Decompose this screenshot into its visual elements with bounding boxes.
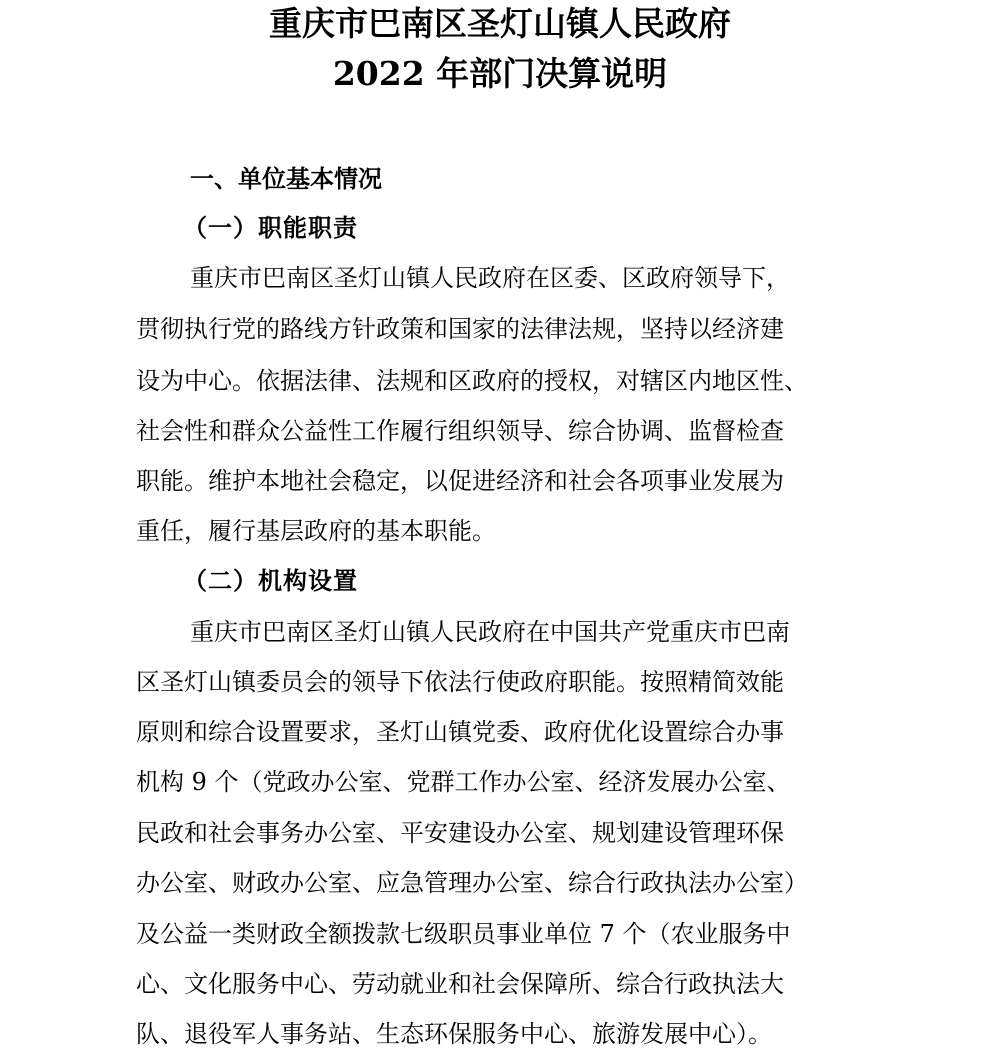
paragraph1-line: 贯彻执行党的路线方针政策和国家的法律法规，坚持以经济建 — [136, 315, 784, 343]
paragraph2-line: 及公益一类财政全额拨款七级职员事业单位 7 个（农业服务中 — [136, 920, 791, 948]
paragraph2-line: 机构 9 个（党政办公室、党群工作办公室、经济发展办公室、 — [136, 768, 791, 796]
document-title-line2: 2022 年部门决算说明 — [332, 54, 668, 93]
subsection1-heading: （一）职能职责 — [183, 213, 358, 242]
paragraph1-line: 社会性和群众公益性工作履行组织领导、综合协调、监督检查 — [136, 417, 784, 445]
paragraph2-line: 原则和综合设置要求，圣灯山镇党委、政府优化设置综合办事 — [136, 718, 784, 746]
paragraph2-line: 队、退役军人事务站、生态环保服务中心、旅游发展中心）。 — [136, 1020, 772, 1048]
section1-heading: 一、单位基本情况 — [190, 165, 382, 193]
paragraph1-line: 重庆市巴南区圣灯山镇人民政府在区委、区政府领导下， — [190, 264, 790, 292]
paragraph2-line: 重庆市巴南区圣灯山镇人民政府在中国共产党重庆市巴南 — [190, 618, 790, 646]
paragraph2-line: 区圣灯山镇委员会的领导下依法行使政府职能。按照精简效能 — [136, 668, 784, 696]
paragraph2-line: 心、文化服务中心、劳动就业和社会保障所、综合行政执法大 — [136, 970, 784, 998]
paragraph2-line: 办公室、财政办公室、应急管理办公室、综合行政执法办公室） — [136, 869, 808, 897]
paragraph1-line: 重任，履行基层政府的基本职能。 — [136, 517, 496, 545]
subsection2-heading: （二）机构设置 — [183, 566, 358, 595]
paragraph1-line: 设为中心。依据法律、法规和区政府的授权，对辖区内地区性、 — [136, 367, 808, 395]
paragraph2-line: 民政和社会事务办公室、平安建设办公室、规划建设管理环保 — [136, 819, 784, 847]
paragraph1-line: 职能。维护本地社会稳定，以促进经济和社会各项事业发展为 — [136, 467, 784, 495]
document-title-line1: 重庆市巴南区圣灯山镇人民政府 — [269, 4, 731, 43]
